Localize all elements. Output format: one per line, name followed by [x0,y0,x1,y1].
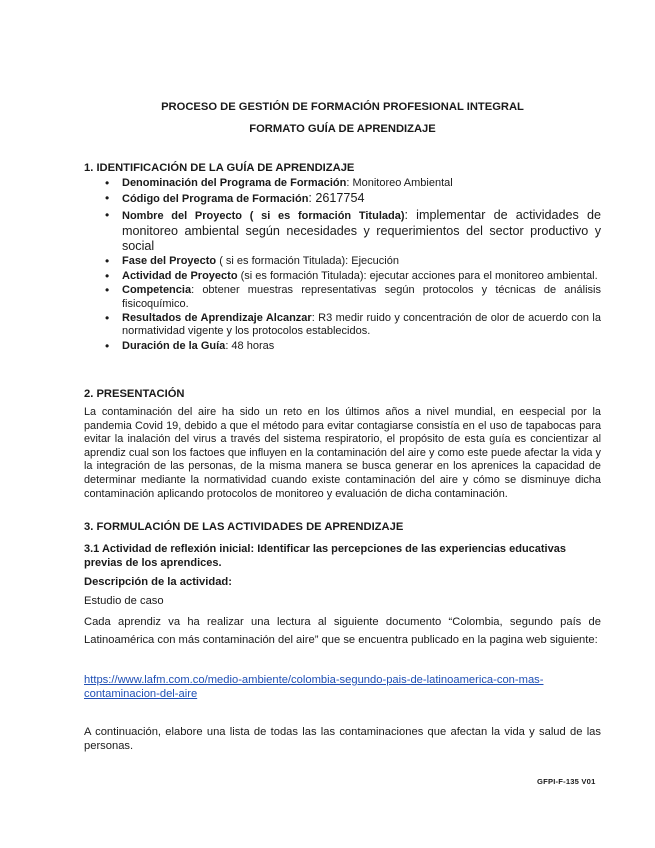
item-label: Nombre del Proyecto ( si es formación Titulada) [122,210,405,223]
list-item [122,284,601,311]
identification-list [84,177,601,353]
item-label: Código del Programa de Formación [122,193,309,206]
item-value: : 48 horas [225,339,275,352]
section-heading-2: 2. PRESENTACIÓN [84,388,185,400]
list-item [122,340,601,353]
list-item [122,177,601,190]
item-value: : obtener muestras representativas según protocolos y técnicas de análisis fisicoquímico. [122,284,601,310]
section-heading-1: 1. IDENTIFICACIÓN DE LA GUÍA DE APRENDIZAJE [84,162,355,174]
item-value: (si es formación Titulada): ejecutar acciones para el monitoreo ambiental. [237,269,598,282]
activity-subheading: 3.1 Actividad de reflexión inicial: Identificar las percepciones de las experiencias educativas previas de los aprendices. [84,543,566,569]
document-subtitle: FORMATO GUÍA DE APRENDIZAJE [249,123,436,135]
instructions-paragraph: Cada aprendiz va ha realizar una lectura al siguiente documento “Colombia, segundo país de Latinoamérica con más contaminación del aire” que se encuentra publicado en la pagina web siguiente: [84,616,601,646]
list-item [122,270,601,283]
section-heading-3: 3. FORMULACIÓN DE LAS ACTIVIDADES DE APRENDIZAJE [84,521,404,533]
list-item [122,312,601,339]
task-paragraph: A continuación, elabore una lista de todas las las contaminaciones que afectan la vida y salud de las personas. [84,726,601,752]
item-value: : Monitoreo Ambiental [346,177,453,189]
item-value: : implementar de actividades de monitoreo ambiental según necesidades y requerimientos del sector productivo y social [122,208,601,254]
item-label: Resultados de Aprendizaje Alcanzar [122,312,312,325]
article-link[interactable]: https://www.lafm.com.co/medio-ambiente/colombia-segundo-pais-de-latinoamerica-con-mas-contaminacion-del-aire [84,674,544,700]
section-identification [84,162,601,354]
item-label: Duración de la Guía [122,339,226,352]
presentation-paragraph: La contaminación del aire ha sido un reto en los últimos años a nivel mundial, en eespecial por la pandemia Covid 19, debido a que el método para evitar contagiarse consistía en el uso de tapabocas para evitar la inalación del virus a través del sistema respiratorio, el propósito de esta guía es concientizar al aprendiz cual son los factoes que influyen en la contaminación del aire y como este puede afectar la vida y la integración de las personas, de la misma manera se busca generar en los aprenices la capacidad de determinar mediante la normatividad cuando existe contaminación del aire y cómo se disminuye dicha contaminación aplicando protocolos de monitoreo y evaluación de dicha contaminación. [84,406,601,500]
list-item [122,191,601,207]
list-item [122,255,601,268]
item-label: Actividad de Proyecto [122,269,238,282]
case-study-label: Estudio de caso [84,595,164,607]
item-value: : R3 medir ruido y concentración de olor de acuerdo con la normatividad vigente y los protocolos establecidos. [122,312,601,338]
form-code: GFPI-F-135 V01 [537,777,596,786]
item-label: Competencia [122,284,192,297]
item-label: Denominación del Programa de Formación [122,177,347,189]
list-item [122,208,601,254]
item-value: ( si es formación Titulada): Ejecución [216,255,399,268]
item-label: Fase del Proyecto [122,255,217,268]
description-label: Descripción de la actividad: [84,576,232,588]
item-value: : 2617754 [308,191,365,206]
document-title: PROCESO DE GESTIÓN DE FORMACIÓN PROFESIONAL INTEGRAL [161,101,524,113]
